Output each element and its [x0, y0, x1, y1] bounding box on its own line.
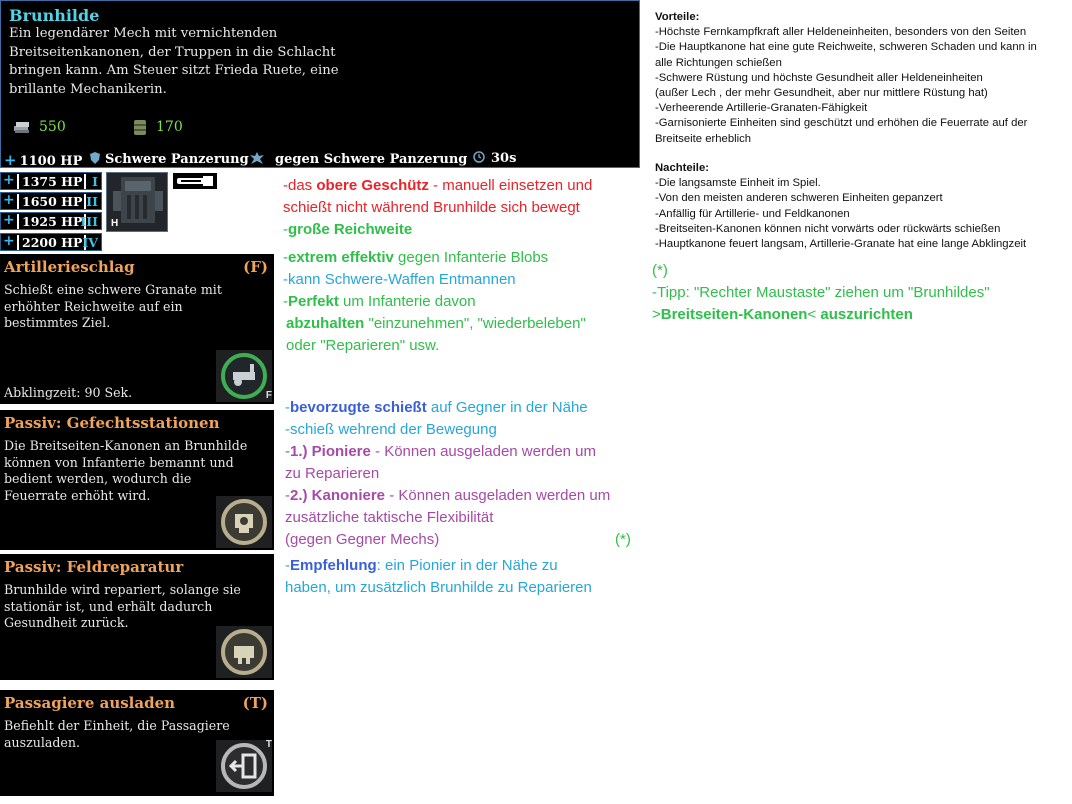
health-plus-icon: +: [3, 192, 15, 208]
health-plus-icon: +: [4, 151, 17, 169]
timer-icon: [473, 151, 485, 163]
iron-cost: 550: [39, 119, 66, 135]
hp-tier-row: + 1925 HP III: [0, 212, 102, 230]
ability-title: Passiv: Feldreparatur: [4, 558, 184, 576]
health-plus-icon: +: [3, 172, 15, 188]
note-battle-stations: -bevorzugte schießt auf Gegner in der Nähe -schieß wehrend der Bewegung -1.) Pioniere - Können ausgeladen werden um zu Reparieren -2.) Kanoniere - Können ausgeladen werden um zusätzliche taktische Flexibilität (gegen Gegner Mechs) (*): [285, 399, 631, 548]
hp-tier-row: + 2200 HP IV: [0, 233, 102, 251]
unit-name: Brunhilde: [9, 6, 100, 25]
ability-card-artillery-strike[interactable]: [0, 254, 274, 404]
unit-description: Ein legendärer Mech mit vernichtenden Breitseitenkanonen, der Truppen in die Schlacht bringen kann. Am Steuer sitzt Frieda Ruete, eine brillante Mechanikerin.: [9, 26, 339, 97]
ability-title: Passagiere ausladen: [4, 694, 176, 712]
unit-hp: 1100 HP: [19, 154, 83, 169]
health-plus-icon: +: [3, 233, 15, 249]
damage-icon: [249, 151, 265, 165]
weapon-icon: [172, 172, 218, 190]
unit-damage-vs: gegen Schwere Panzerung: [275, 152, 468, 167]
pros-list: Vorteile: -Höchste Fernkampfkraft aller Heldeneinheiten, besonders von den Seiten -Die Hauptkanone hat eine gute Reichweite, schweren Schaden und kann in alle Richtungen schießen -Schwere Rüstung und höchste Gesundheit aller Heldeneinheiten (außer Lech , der mehr Gesundheit, aber nur mittlere Rüstung hat) -Verheerende Artillerie-Granaten-Fähigkeit -Garnisonierte Einheiten sind geschützt und erhöhen die Feuerrate auf der Breitseite erheblich: [655, 11, 1037, 145]
unload-icon[interactable]: [216, 740, 272, 792]
note-artillery: -extrem effektiv gegen Infanterie Blobs -kann Schwere-Waffen Entmannen -Perfekt um Infanterie davon abzuhalten "einzunehmen", "wiederbeleben" oder "Reparieren" usw.: [283, 249, 586, 354]
ability-hotkey: (F): [243, 258, 268, 276]
ability-icon-hotkey: T: [265, 739, 272, 750]
ability-cooldown: Abklingzeit: 90 Sek.: [4, 385, 133, 400]
artillery-strike-icon[interactable]: [216, 350, 272, 402]
unit-armor: Schwere Panzerung: [105, 152, 249, 167]
ability-card-unload-passengers[interactable]: [0, 690, 274, 796]
field-repair-icon[interactable]: [216, 626, 272, 678]
ability-description: Befiehlt der Einheit, die Passagiere auszuladen.: [4, 718, 230, 750]
ability-hotkey: (T): [242, 694, 268, 712]
armor-icon: [89, 151, 101, 165]
portrait-hotkey: H: [111, 218, 119, 229]
ability-card-battle-stations[interactable]: [0, 410, 274, 550]
unit-portrait[interactable]: [106, 172, 168, 232]
oil-icon: [133, 119, 147, 136]
unit-info-card: [0, 0, 640, 168]
health-plus-icon: +: [3, 212, 15, 228]
cons-list: Nachteile: -Die langsamste Einheit im Spiel. -Von den meisten anderen schweren Einheiten gepanzert -Anfällig für Artillerie- und Feldkanonen -Breitseiten-Kanonen können nicht vorwärts oder rückwärts schießen -Hauptkanone feuert langsam, Artillerie-Granate hat eine lange Abklingzeit: [655, 162, 1027, 251]
iron-icon: [13, 120, 31, 134]
note-field-repair: -Empfehlung: ein Pionier in der Nähe zu haben, um zusätzlich Brunhilde zu Reparieren: [285, 557, 592, 596]
unit-build-time: 30s: [491, 151, 517, 166]
ability-icon-hotkey: F: [265, 390, 272, 401]
ability-description: Schießt eine schwere Granate mit erhöhter Reichweite auf ein bestimmtes Ziel.: [4, 282, 222, 330]
hp-tier-row: + 1375 HP I: [0, 172, 102, 190]
hp-tier-row: + 1650 HP II: [0, 192, 102, 210]
ability-title: Artillerieschlag: [4, 258, 135, 276]
ability-description: Die Breitseiten-Kanonen an Brunhilde können von Infanterie bemannt und bedient werden, wodurch die Feuerrate erhöht wird.: [4, 438, 248, 503]
ability-description: Brunhilde wird repariert, solange sie stationär ist, und erhält dadurch Gesundheit zurück.: [4, 582, 241, 630]
note-top-gun: -das obere Geschütz - manuell einsetzen und schießt nicht während Brunhilde sich bewegt -große Reichweite: [283, 177, 593, 238]
tip-note: (*) -Tipp: "Rechter Maustaste" ziehen um "Brunhildes" >Breitseiten-Kanonen< auszurichten: [652, 262, 990, 323]
battle-stations-icon[interactable]: [216, 496, 272, 548]
oil-cost: 170: [156, 119, 183, 135]
ability-title: Passiv: Gefechtsstationen: [4, 414, 220, 432]
ability-card-field-repair[interactable]: [0, 554, 274, 680]
